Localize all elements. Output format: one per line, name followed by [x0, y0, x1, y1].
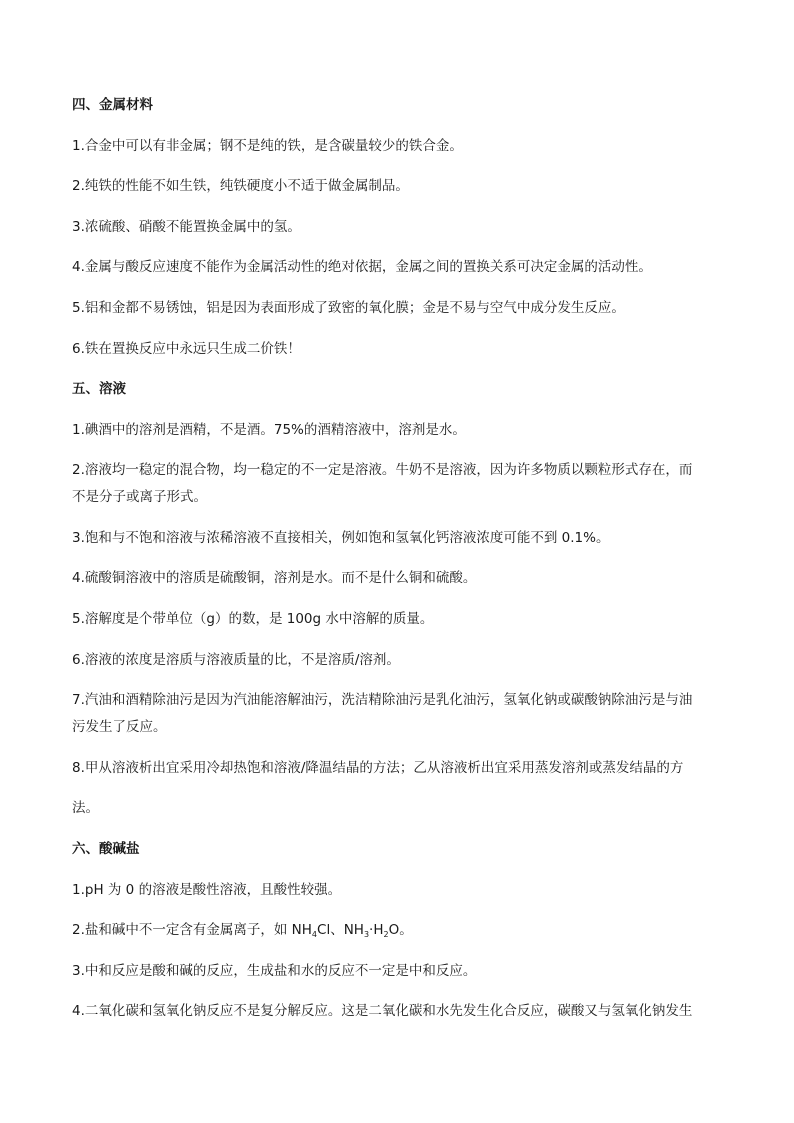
- paragraph: 1.pH 为 0 的溶液是酸性溶液，且酸性较强。: [72, 882, 342, 898]
- paragraph: 3.中和反应是酸和碱的反应，生成盐和水的反应不一定是中和反应。: [72, 963, 477, 979]
- paragraph-continuation: 法。: [72, 800, 99, 816]
- subscript: 3: [363, 930, 370, 939]
- paragraph: 1.碘酒中的溶剂是酒精，不是酒。75%的酒精溶液中，溶剂是水。: [72, 422, 466, 438]
- subscript: 4: [311, 930, 318, 939]
- paragraph: 5.溶解度是个带单位（g）的数，是 100g 水中溶解的质量。: [72, 611, 434, 627]
- paragraph: 4.金属与酸反应速度不能作为金属活动性的绝对依据，金属之间的置换关系可决定金属的活动性。: [72, 259, 652, 275]
- text-segment: O。: [388, 922, 413, 938]
- paragraph: 3.浓硫酸、硝酸不能置换金属中的氢。: [72, 219, 301, 235]
- paragraph: 7.汽油和酒精除油污是因为汽油能溶解油污，洗洁精除油污是乳化油污，氢氧化钠或碳酸钠除油污是与油: [72, 692, 693, 708]
- paragraph-continuation: 污发生了反应。: [72, 719, 167, 735]
- section-heading-solutions: 五、溶液: [72, 381, 126, 397]
- paragraph-formula: [72, 921, 734, 939]
- paragraph: 5.铝和金都不易锈蚀，铝是因为表面形成了致密的氧化膜；金是不易与空气中成分发生反应。: [72, 300, 625, 316]
- paragraph: 4.硫酸铜溶液中的溶质是硫酸铜，溶剂是水。而不是什么铜和硫酸。: [72, 570, 477, 586]
- paragraph-continuation: 不是分子或离子形式。: [72, 489, 207, 505]
- text-segment: 2.盐和碱中不一定含有金属离子，如 NH: [72, 922, 312, 938]
- paragraph: 6.溶液的浓度是溶质与溶液质量的比，不是溶质/溶剂。: [72, 652, 400, 668]
- section-heading-metals: 四、金属材料: [72, 97, 153, 113]
- paragraph: 1.合金中可以有非金属；钢不是纯的铁，是含碳量较少的铁合金。: [72, 138, 463, 154]
- text-segment: Cl、NH: [317, 922, 364, 938]
- paragraph: 2.溶液均一稳定的混合物，均一稳定的不一定是溶液。牛奶不是溶液，因为许多物质以颗粒形式存在，而: [72, 462, 693, 478]
- paragraph: 2.纯铁的性能不如生铁，纯铁硬度小不适于做金属制品。: [72, 178, 409, 194]
- paragraph: 4.二氧化碳和氢氧化钠反应不是复分解反应。这是二氧化碳和水先发生化合反应，碳酸又与氢氧化钠发生: [72, 1003, 693, 1019]
- section-heading-acids-bases-salts: 六、酸碱盐: [72, 841, 140, 857]
- paragraph: 6.铁在置换反应中永远只生成二价铁！: [72, 341, 301, 357]
- paragraph: 8.甲从溶液析出宜采用冷却热饱和溶液/降温结晶的方法；乙从溶液析出宜采用蒸发溶剂或蒸发结晶的方: [72, 760, 684, 776]
- paragraph: 3.饱和与不饱和溶液与浓稀溶液不直接相关，例如饱和氢氧化钙溶液浓度可能不到 0.1%。: [72, 530, 610, 546]
- text-segment: ·H: [369, 922, 384, 938]
- subscript: 2: [383, 930, 389, 939]
